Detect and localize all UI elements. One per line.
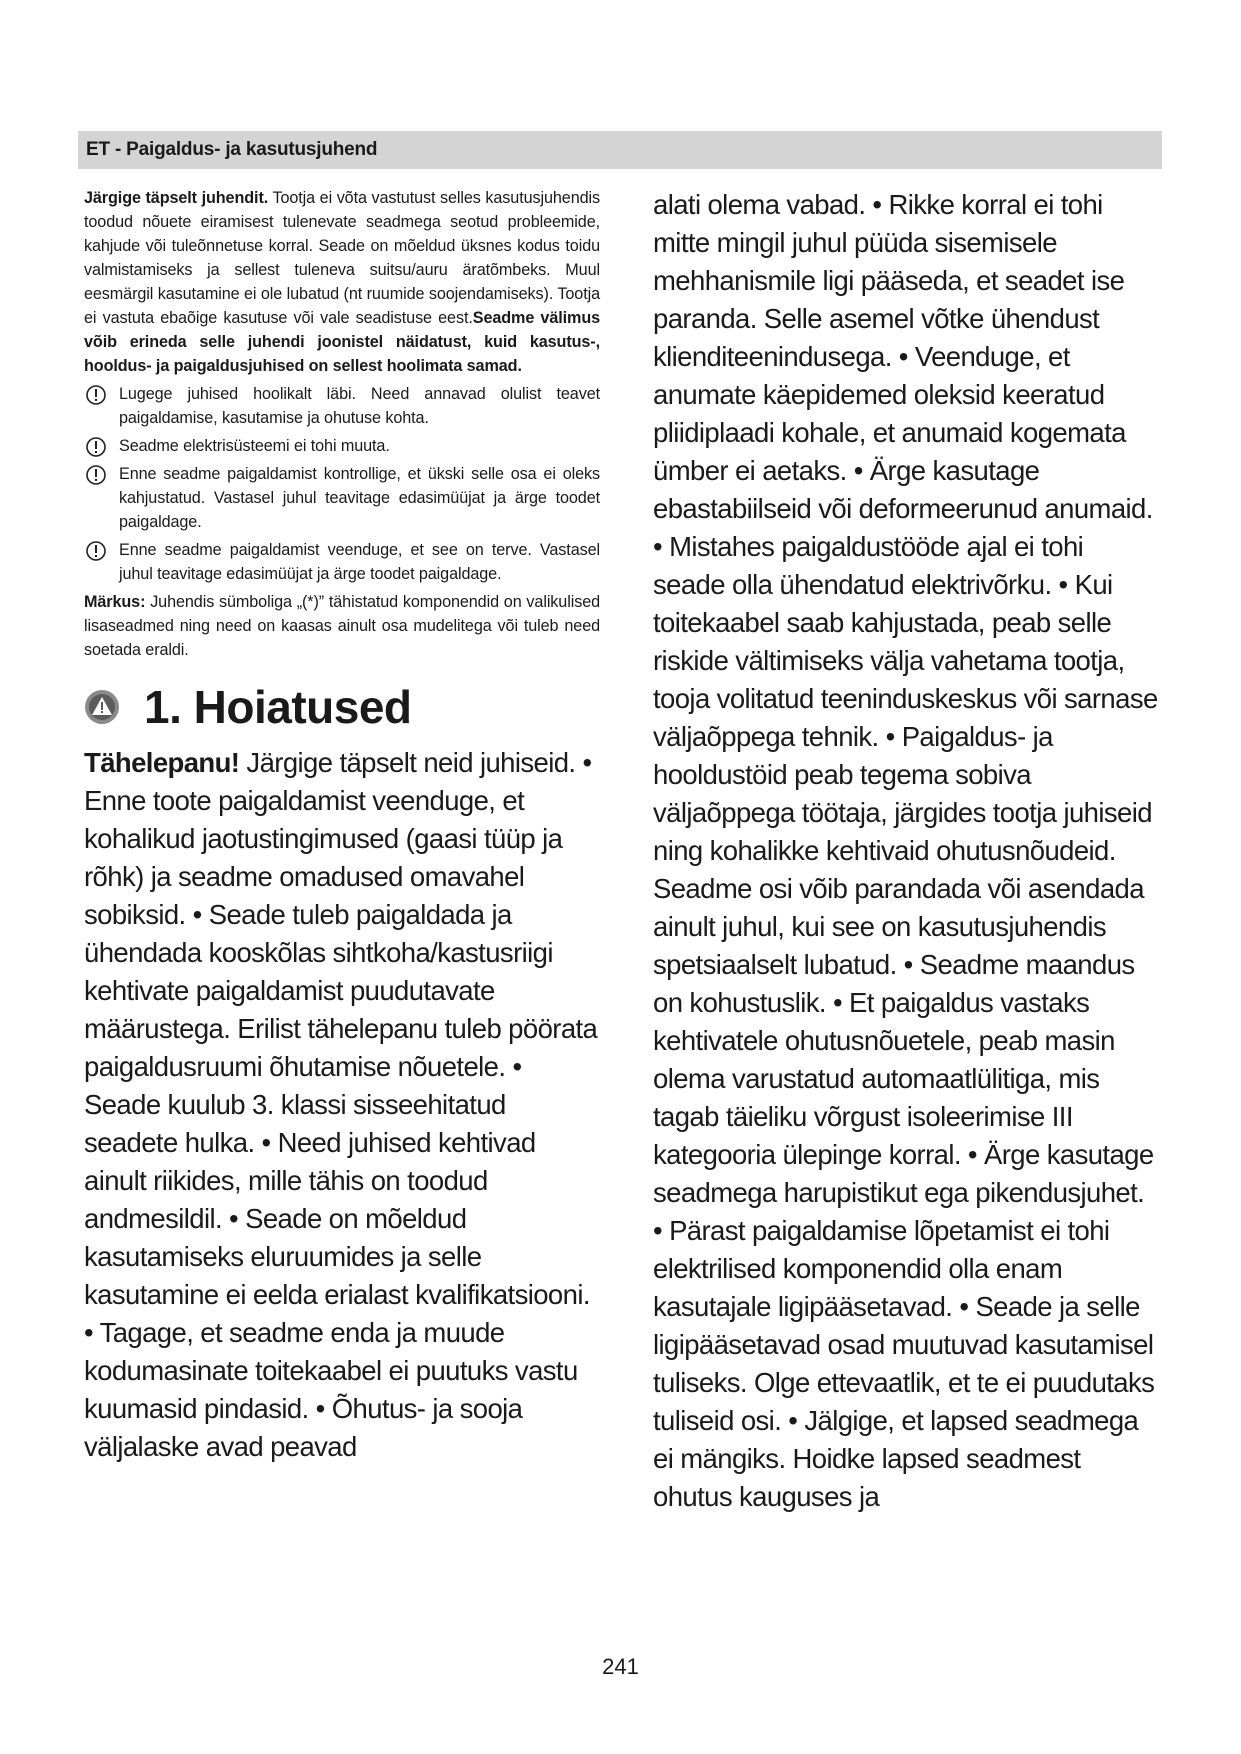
intro-lead: Järgige täpselt juhendit. — [84, 189, 269, 207]
warning-item — [84, 434, 600, 458]
warning-text: Seadme elektrisüsteemi ei tohi muuta. — [119, 437, 390, 455]
right-column — [653, 186, 1158, 1516]
section-body-left — [84, 744, 600, 1466]
section-title: 1. Hoiatused — [144, 681, 412, 733]
section-lead: Tähelepanu! — [84, 747, 240, 778]
warning-text: Lugege juhised hoolikalt läbi. Need annavad olulist teavet paigaldamise, kasutamise ja ohutuse kohta. — [119, 385, 600, 427]
header-bar — [78, 131, 1162, 169]
page-number: 241 — [602, 1654, 639, 1679]
section-text-left: Järgige täpselt neid juhiseid. • Enne toote paigaldamist veenduge, et kohalikud jaotustingimused (gaasi tüüp ja rõhk) ja seadme omadused omavahel sobiksid. • Seade tuleb paigaldada ja ühendada kooskõlas sihtkoha/kastusriigi kehtivate paigaldamist puudutavate määrustega. Erilist tähelepanu tuleb pöörata paigaldusruumi õhutamise nõuetele. • Seade kuulub 3. klassi sisseehitatud seadete hulka. • Need juhised kehtivad ainult riikides, mille tähis on toodud andmesildil. • Seade on mõeldud kasutamiseks eluruumides ja selle kasutamine ei eelda erialast kvalifikatsiooni. • Tagage, et seadme enda ja muude kodumasinate toitekaabel ei puutuks vastu kuumasid pindasid. • Õhutus- ja sooja väljalaske avad peavad — [84, 747, 598, 1462]
left-column — [84, 186, 600, 1466]
warning-icon — [84, 689, 120, 725]
warning-text: Enne seadme paigaldamist veenduge, et see on terve. Vastasel juhul teavitage edasimüüjat ja ärge toodet paigaldage. — [119, 541, 600, 583]
caution-icon — [85, 540, 107, 562]
warning-item — [84, 382, 600, 430]
warning-text: Enne seadme paigaldamist kontrollige, et ükski selle osa ei oleks kahjustatud. Vastasel juhul teavitage edasimüüjat ja ärge toodet paigaldage. — [119, 465, 600, 531]
note-label: Märkus: — [84, 593, 146, 611]
caution-icon — [85, 436, 107, 458]
note-text: Juhendis sümboliga „(*)” tähistatud komponendid on valikulised lisaseadmed ning need on kaasas ainult osa mudelitega või tuleb need soetada eraldi. — [84, 593, 600, 659]
caution-icon — [85, 384, 107, 406]
note-paragraph — [84, 590, 600, 662]
intro-trailing: Seadme välimus võib erineda selle juhendi joonistel näidatust, kuid kasutus-, hooldus- ja paigaldusjuhised on sellest hoolimata samad. — [84, 309, 601, 375]
intro-text: Tootja ei võta vastutust selles kasutusjuhendis toodud nõuete eiramisest tulenevate seadmega seotud probleemide, kahjude või tuleõnnetuse korral. Seade on mõeldud üksnes kodus toidu valmistamiseks ja sellest tuleneva suitsu/auru äratõmbeks. Muul eesmärgil kasutamine ei ole lubatud (nt ruumide soojendamiseks). Tootja ei vastuta ebaõige kasutuse või vale seadistuse eest. — [84, 189, 600, 327]
warning-item — [84, 538, 600, 586]
header-title: ET - Paigaldus- ja kasutusjuhend — [86, 139, 378, 160]
caution-icon — [85, 464, 107, 486]
warning-item — [84, 462, 600, 534]
section-heading — [84, 680, 600, 734]
intro-paragraph — [84, 186, 600, 378]
section-body-right: alati olema vabad. • Rikke korral ei tohi mitte mingil juhul püüda sisemisele mehhanismile ligi pääseda, et seadet ise paranda. Selle asemel võtke ühendust klienditeenindusega. • Veenduge, et anumate käepidemed oleksid keeratud pliidiplaadi kohale, et anumaid kogemata ümber ei aetaks. • Ärge kasutage ebastabiilseid või deformeerunud anumaid. • Mistahes paigaldustööde ajal ei tohi seade olla ühendatud elektrivõrku. • Kui toitekaabel saab kahjustada, peab selle riskide vältimiseks välja vahetama tootja, tooja volitatud teeninduskeskus või sarnase väljaõppega tehnik. • Paigaldus- ja hooldustöid peab tegema sobiva väljaõppega töötaja, järgides tootja juhiseid ning kohalikke kehtivaid ohutusnõudeid. Seadme osi võib parandada või asendada ainult juhul, kui see on kasutusjuhendis spetsiaalselt lubatud. • Seadme maandus on kohustuslik. • Et paigaldus vastaks kehtivatele ohutusnõuetele, peab masin olema varustatud automaatlülitiga, mis tagab täieliku võrgust isoleerimise III kategooria ülepinge korral. • Ärge kasutage seadmega harupistikut ega pikendusjuhet. • Pärast paigaldamise lõpetamist ei tohi elektrilised komponendid olla enam kasutajale ligipääsetavad. • Seade ja selle ligipääsetavad osad muutuvad kasutamisel tuliseks. Olge ettevaatlik, et te ei puudutaks tuliseid osi. • Jälgige, et lapsed seadmega ei mängiks. Hoidke lapsed seadmest ohutus kauguses ja — [653, 189, 1158, 1512]
